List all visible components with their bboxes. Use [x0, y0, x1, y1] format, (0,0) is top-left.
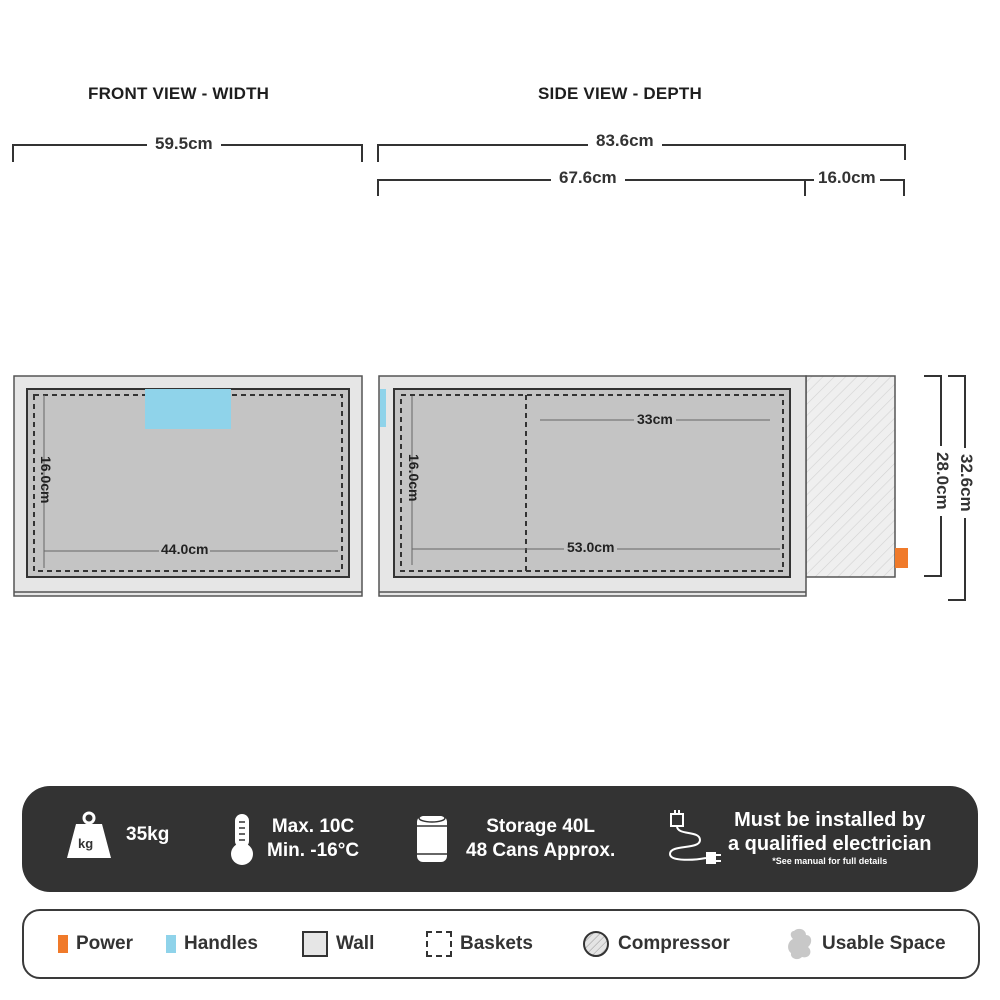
specs-bar — [22, 786, 978, 892]
legend-handles — [166, 911, 258, 977]
can-icon — [414, 810, 450, 868]
front-inner-height-label: 16.0cm — [38, 456, 54, 504]
side-basket-width-label: 33cm — [634, 411, 676, 427]
side-handle — [380, 389, 386, 427]
weight-icon-label: kg — [78, 836, 94, 851]
legend-wall — [302, 911, 374, 977]
total-height-label: 32.6cm — [956, 448, 976, 518]
inner-height-label: 28.0cm — [932, 446, 952, 516]
side-inner-height-label: 16.0cm — [406, 454, 422, 502]
can-capacity: 48 Cans Approx. — [466, 840, 616, 861]
front-width-label: 59.5cm — [147, 134, 221, 154]
usable-swatch — [786, 927, 814, 961]
weight-icon — [64, 810, 114, 860]
legend-wall-label: Wall — [336, 933, 375, 954]
handles-swatch — [166, 935, 176, 953]
front-handle — [145, 389, 231, 429]
legend-handles-label: Handles — [184, 933, 258, 954]
storage-capacity: Storage 40L — [486, 816, 595, 837]
temp-min: Min. -16°C — [267, 840, 360, 861]
install-line-1: Must be installed by — [734, 809, 926, 831]
side-inner-depth-label: 67.6cm — [551, 168, 625, 188]
baskets-swatch — [426, 931, 452, 957]
power-cord-icon — [666, 808, 722, 866]
weight-value: 35kg — [126, 824, 170, 845]
legend-compressor — [582, 911, 730, 977]
front-inner-width-label: 44.0cm — [161, 541, 209, 557]
legend-power — [58, 911, 133, 977]
side-view-heading: SIDE VIEW - DEPTH — [538, 84, 702, 103]
legend-baskets — [426, 911, 533, 977]
wall-swatch — [302, 931, 328, 957]
temperature-spec — [227, 812, 359, 866]
weight-spec — [64, 810, 169, 860]
compressor-swatch — [582, 930, 610, 958]
legend-compressor-label: Compressor — [618, 933, 730, 954]
power-swatch — [58, 935, 68, 953]
side-total-depth-label: 83.6cm — [588, 131, 662, 151]
legend-power-label: Power — [76, 933, 134, 954]
install-note: *See manual for full details — [772, 856, 888, 866]
power-socket — [895, 548, 908, 568]
side-inner-width-label: 53.0cm — [564, 539, 617, 555]
temp-max: Max. 10C — [271, 816, 355, 837]
side-compressor-depth-label: 16.0cm — [814, 168, 880, 188]
legend — [22, 909, 980, 979]
legend-baskets-label: Baskets — [460, 933, 533, 954]
side-view-fridge — [379, 376, 908, 596]
legend-usable-label: Usable Space — [822, 933, 946, 954]
front-view-heading: FRONT VIEW - WIDTH — [88, 84, 270, 103]
front-view-fridge — [14, 376, 362, 596]
install-notice — [666, 808, 931, 866]
install-line-2: a qualified electrician — [728, 833, 932, 855]
legend-usable — [786, 911, 946, 977]
storage-spec — [414, 810, 615, 868]
thermometer-icon — [227, 812, 257, 866]
